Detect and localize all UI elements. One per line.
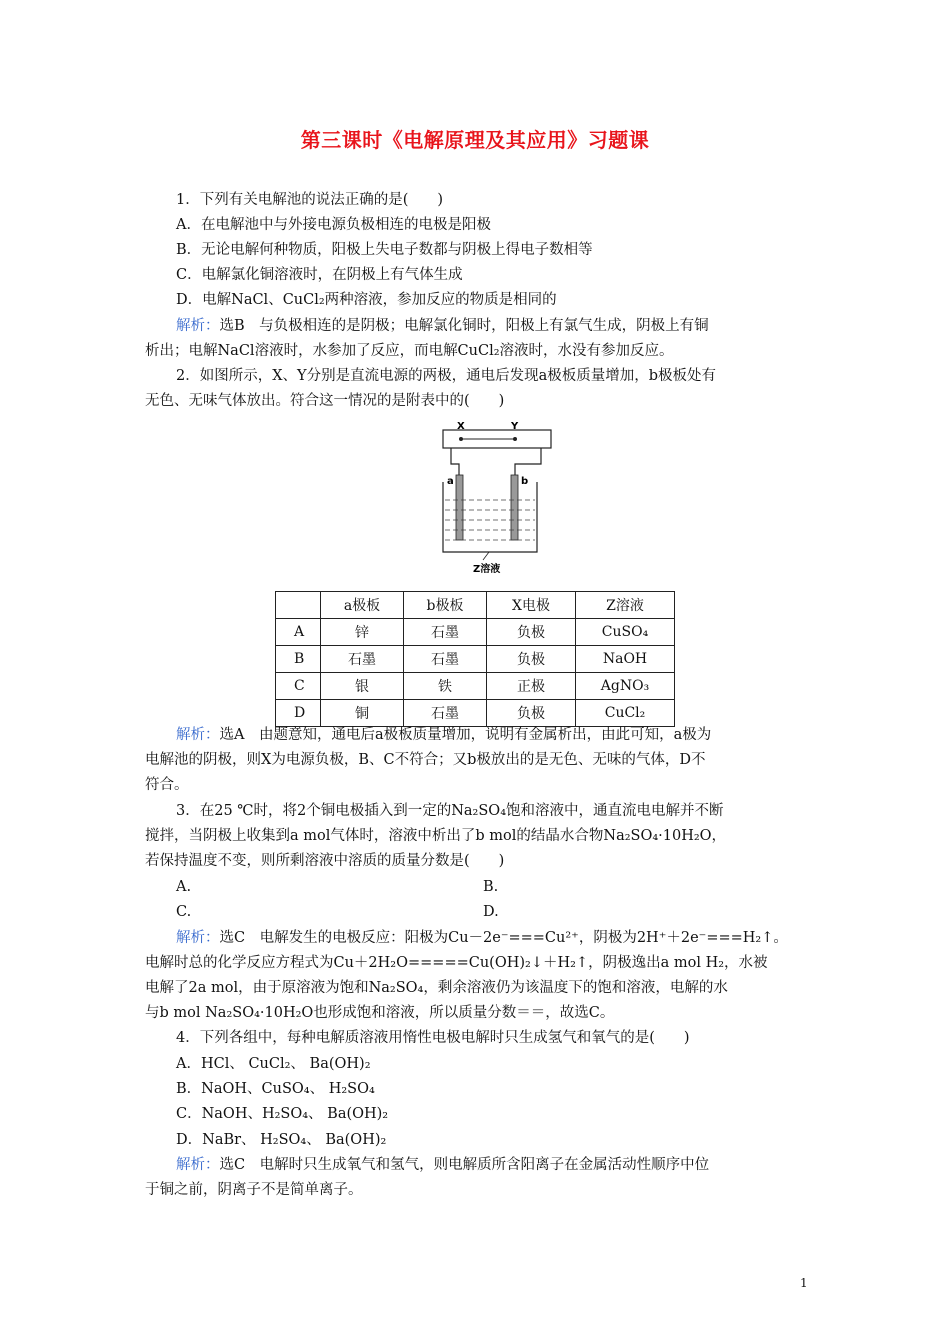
table-cell: B [276,646,321,673]
q1-option-b: B．无论电解何种物质，阳极上失电子数都与阴极上得电子数相等 [176,242,593,258]
q2-analysis [176,725,711,745]
q1-analysis-text: 选B 与负极相连的是阴极；电解氯化铜时，阳极上有氯气生成，阴极上有铜 [219,318,709,334]
table-header-cell [276,592,321,619]
table-row [276,673,675,700]
q2-stem-line2: 无色、无味气体放出。符合这一情况的是附表中的( ) [145,393,505,409]
table-header-cell: Z溶液 [576,592,675,619]
table-row [276,646,675,673]
q2-table [275,591,675,727]
table-cell: 石墨 [404,619,487,646]
table-cell: 铁 [404,673,487,700]
table-cell: 石墨 [321,646,404,673]
table-cell: CuCl₂ [576,700,675,727]
analysis-label: 解析： [176,318,220,334]
q3-stem-line3: 若保持温度不变，则所剩溶液中溶质的质量分数是( ) [145,853,505,869]
q3-option-a: A. [176,879,192,895]
table-cell: 石墨 [404,700,487,727]
q1-option-a: A．在电解池中与外接电源负极相连的电极是阳极 [176,217,491,233]
q3-analysis-cont: 与b mol Na₂SO₄·10H₂O也形成饱和溶液，所以质量分数＝＝，故选C。 [145,1005,615,1021]
page-number: 1 [800,1276,808,1290]
q1-analysis [176,316,709,336]
q4-option-b: B．NaOH、CuSO₄、 H₂SO₄ [176,1081,375,1097]
label-y: Y [511,421,519,432]
q2-analysis-text: 选A 由题意知，通电后a极板质量增加，说明有金属析出，由此可知，a极为 [219,727,712,743]
q2-analysis-cont: 电解池的阴极，则X为电源负极，B、C不符合；又b极放出的是无色、无味的气体，D不 [145,752,706,768]
q4-option-a: A．HCl、 CuCl₂、 Ba(OH)₂ [176,1056,371,1072]
table-cell: 石墨 [404,646,487,673]
label-a: a [447,476,454,487]
q1-analysis-cont: 析出；电解NaCl溶液时，水参加了反应，而电解CuCl₂溶液时，水没有参加反应。 [145,343,674,359]
table-cell: 铜 [321,700,404,727]
table-cell: A [276,619,321,646]
q4-stem: 4．下列各组中，每种电解质溶液用惰性电极电解时只生成氢气和氧气的是( ) [176,1030,690,1046]
solution-caption: Z溶液 [473,564,501,575]
table-cell: D [276,700,321,727]
q2-analysis-cont: 符合。 [145,777,189,793]
q3-option-d: D. [483,904,499,920]
page-title: 第三课时《电解原理及其应用》习题课 [300,128,650,152]
table-cell: CuSO₄ [576,619,675,646]
q1-stem: 1．下列有关电解池的说法正确的是( ) [176,192,444,208]
table-cell: 负极 [487,619,576,646]
q4-option-d: D．NaBr、 H₂SO₄、 Ba(OH)₂ [176,1132,387,1148]
q4-analysis-cont: 于铜之前，阴离子不是简单离子。 [145,1182,363,1198]
table-header-cell: b极板 [404,592,487,619]
q4-option-c: C．NaOH、H₂SO₄、 Ba(OH)₂ [176,1106,389,1122]
q3-option-b: B. [483,879,499,895]
q3-analysis-text: 选C 电解发生的电极反应：阳极为Cu－2e⁻===Cu²⁺，阴极为2H⁺＋2e⁻===H₂↑。 [219,930,788,946]
q2-stem-line1: 2．如图所示，X、Y分别是直流电源的两极，通电后发现a极板质量增加，b极板处有 [176,368,717,384]
q3-analysis-cont: 电解了2a mol，由于原溶液为饱和Na₂SO₄，剩余溶液仍为该温度下的饱和溶液，电解的水 [145,980,728,996]
q3-stem-line1: 3．在25 ℃时，将2个铜电极插入到一定的Na₂SO₄饱和溶液中，通直流电电解并不断 [176,803,724,819]
table-row [276,619,675,646]
caption-pointer [483,552,489,560]
analysis-label: 解析： [176,727,220,743]
table-cell: 锌 [321,619,404,646]
q3-analysis-cont: 电解时总的化学反应方程式为Cu＋2H₂O=====Cu(OH)₂↓＋H₂↑，阴极逸出a mol H₂，水被 [145,955,768,971]
label-x: X [457,421,465,432]
analysis-label: 解析： [176,930,220,946]
table-header-row [276,592,675,619]
table-cell: 正极 [487,673,576,700]
q3-option-c: C. [176,904,192,920]
q4-analysis [176,1155,709,1175]
table-cell: 银 [321,673,404,700]
table-header-cell: X电极 [487,592,576,619]
table-header-cell: a极板 [321,592,404,619]
wire-right [515,448,541,475]
label-b: b [521,476,529,487]
q3-analysis [176,928,788,948]
q3-stem-line2: 搅拌，当阴极上收集到a mol气体时，溶液中析出了b mol的结晶水合物Na₂SO₄·10H₂O， [145,828,727,844]
table-cell: NaOH [576,646,675,673]
table-row [276,700,675,727]
table-cell: AgNO₃ [576,673,675,700]
table-cell: 负极 [487,700,576,727]
electrolysis-cell-diagram [437,420,557,580]
q1-option-c: C．电解氯化铜溶液时，在阴极上有气体生成 [176,267,463,283]
wire-left [451,448,459,475]
table-cell: 负极 [487,646,576,673]
table-cell: C [276,673,321,700]
analysis-label: 解析： [176,1157,220,1173]
q4-analysis-text: 选C 电解时只生成氧气和氢气，则电解质所含阳离子在金属活动性顺序中位 [219,1157,710,1173]
q1-option-d: D．电解NaCl、CuCl₂两种溶液，参加反应的物质是相同的 [176,292,557,308]
